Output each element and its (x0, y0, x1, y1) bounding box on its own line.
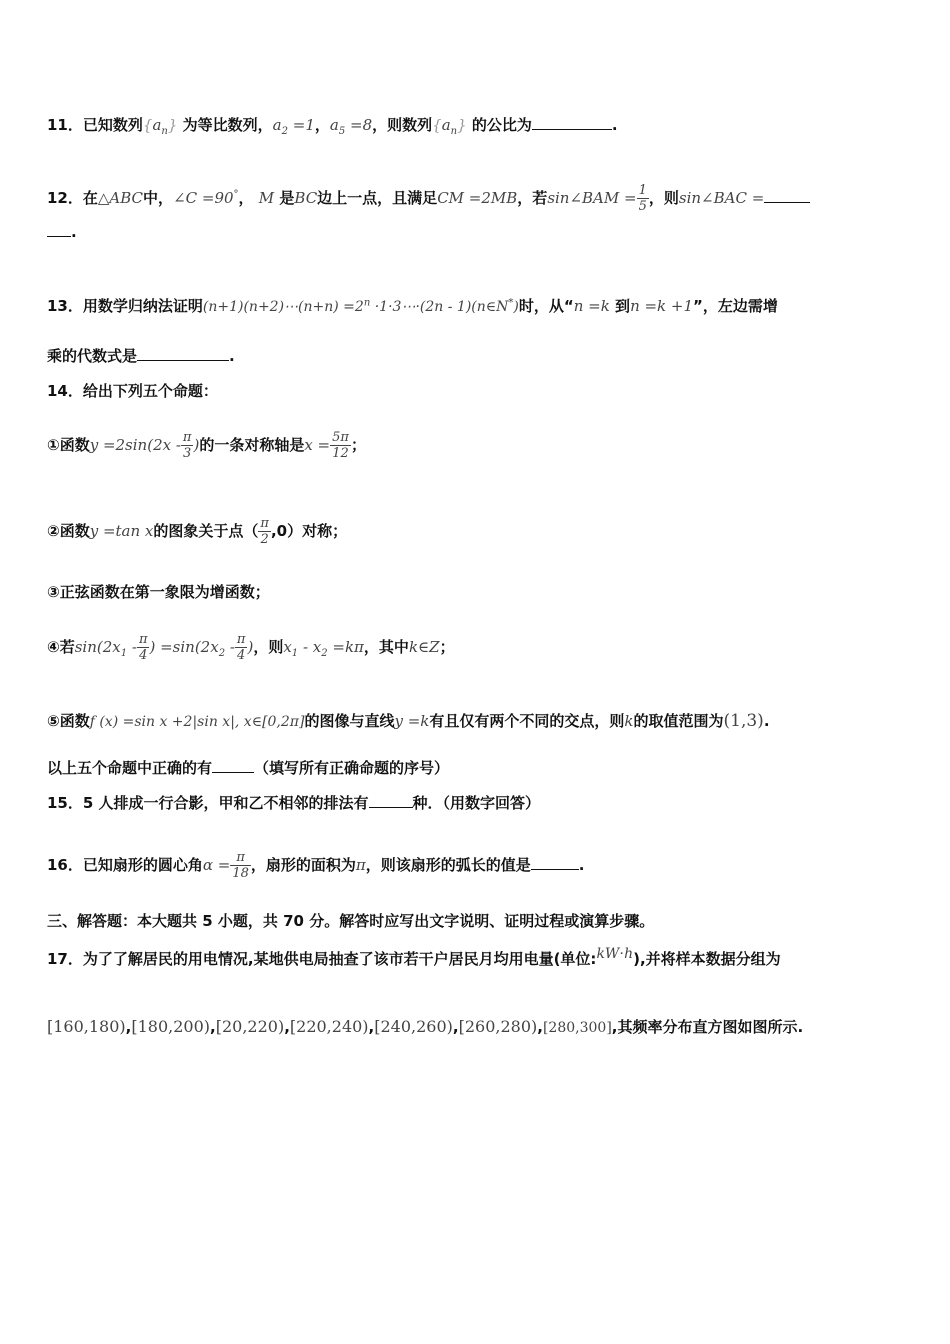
proposition-5: ⑤函数f (x) =sin x +2|sin x|, x∈[0,2π]的图像与直线y =k有且仅有两个不同的交点，则k的取值范围为(1,3). (47, 711, 770, 731)
answer-blank[interactable] (764, 188, 810, 203)
section-3-title: 三、解答题：本大题共 5 小题，共 70 分。解答时应写出文字说明、证明过程或演算步骤。 (47, 912, 655, 930)
question-11: 11．已知数列$\{a_n\}$ 为等比数列，$a_2 =1$，$a_5 =8$，则数列$\{a_n\}$ 的公比为 . (47, 116, 618, 137)
q16-number: 16． (47, 856, 83, 874)
summary-line: 以上五个命题中正确的有 （填写所有正确命题的序号） (47, 759, 450, 777)
answer-blank[interactable] (369, 793, 413, 808)
answer-blank[interactable] (531, 855, 579, 870)
a2-eq: $a_2 =1$ (272, 116, 315, 137)
question-14: 14．给出下列五个命题： (47, 382, 218, 400)
question-17: 17．为了了解居民的用电情况,某地供电局抽查了该市若干户居民月均用电量(单位:kW⋅h),并将样本数据分组为 (47, 946, 781, 968)
a5-eq: $a_5 =8$ (329, 116, 373, 137)
question-15: 15．5 人排成一行合影，甲和乙不相邻的排法有 种．（用数字回答） (47, 794, 541, 812)
answer-blank[interactable] (532, 115, 612, 130)
question-13: 13．用数学归纳法证明(n+1)(n+2)⋯(n+n) $=2^n$ ·1·3⋯·(2n - 1)(n∈N*)时，从“n =k 到n =k +1”，左边需增 (47, 297, 778, 315)
seq-an: $\{a_n\}$ (142, 116, 178, 137)
answer-blank[interactable] (212, 758, 254, 773)
q17-number: 17． (47, 950, 83, 968)
answer-blank-cont[interactable] (47, 222, 71, 237)
proposition-2: ②函数y =tan x的图象关于点（ $\frac{\pi}{2}$ ,0）对称； (47, 516, 348, 547)
fraction: $\frac{1}{5}$ (638, 183, 647, 214)
q14-number: 14． (47, 382, 83, 400)
q11-number: 11． (47, 116, 83, 134)
induction-formula: (n+1)(n+2)⋯(n+n) $=2^n$ ·1·3⋯·(2n - 1)(n∈N*) (202, 297, 519, 315)
answer-blank[interactable] (137, 346, 229, 361)
question-12: 12．在△ABC中，∠C =90°， M 是BC边上一点，且满足CM =2MB，若sin∠BAM = $\frac{1}{5}$ ，则sin∠BAC = (47, 183, 910, 214)
proposition-4: ④若$\sin(2x_1$ - $\frac{\pi}{4}$ ) $=\sin(2x_2$ - $\frac{\pi}{4}$ )，则$x_1 - x_2 =k\pi$，其中k∈Z； (47, 632, 455, 663)
question-16: 16．已知扇形的圆心角α = $\frac{\pi}{18}$ ，扇形的面积为π，则该扇形的弧长的值是 . (47, 850, 585, 881)
q13-number: 13． (47, 297, 83, 315)
q12-number: 12． (47, 189, 83, 207)
q15-number: 15． (47, 794, 83, 812)
proposition-1: ①函数y =2sin(2x - $\frac{\pi}{3}$ )的一条对称轴是x = $\frac{5\pi}{12}$ ； (47, 430, 366, 461)
question-17-groups: [160,180),[180,200),[20,220),[220,240),[240,260),[260,280),[280,300],其频率分布直方图如图所示. (47, 1017, 804, 1036)
proposition-3: ③正弦函数在第一象限为增函数； (47, 583, 270, 601)
